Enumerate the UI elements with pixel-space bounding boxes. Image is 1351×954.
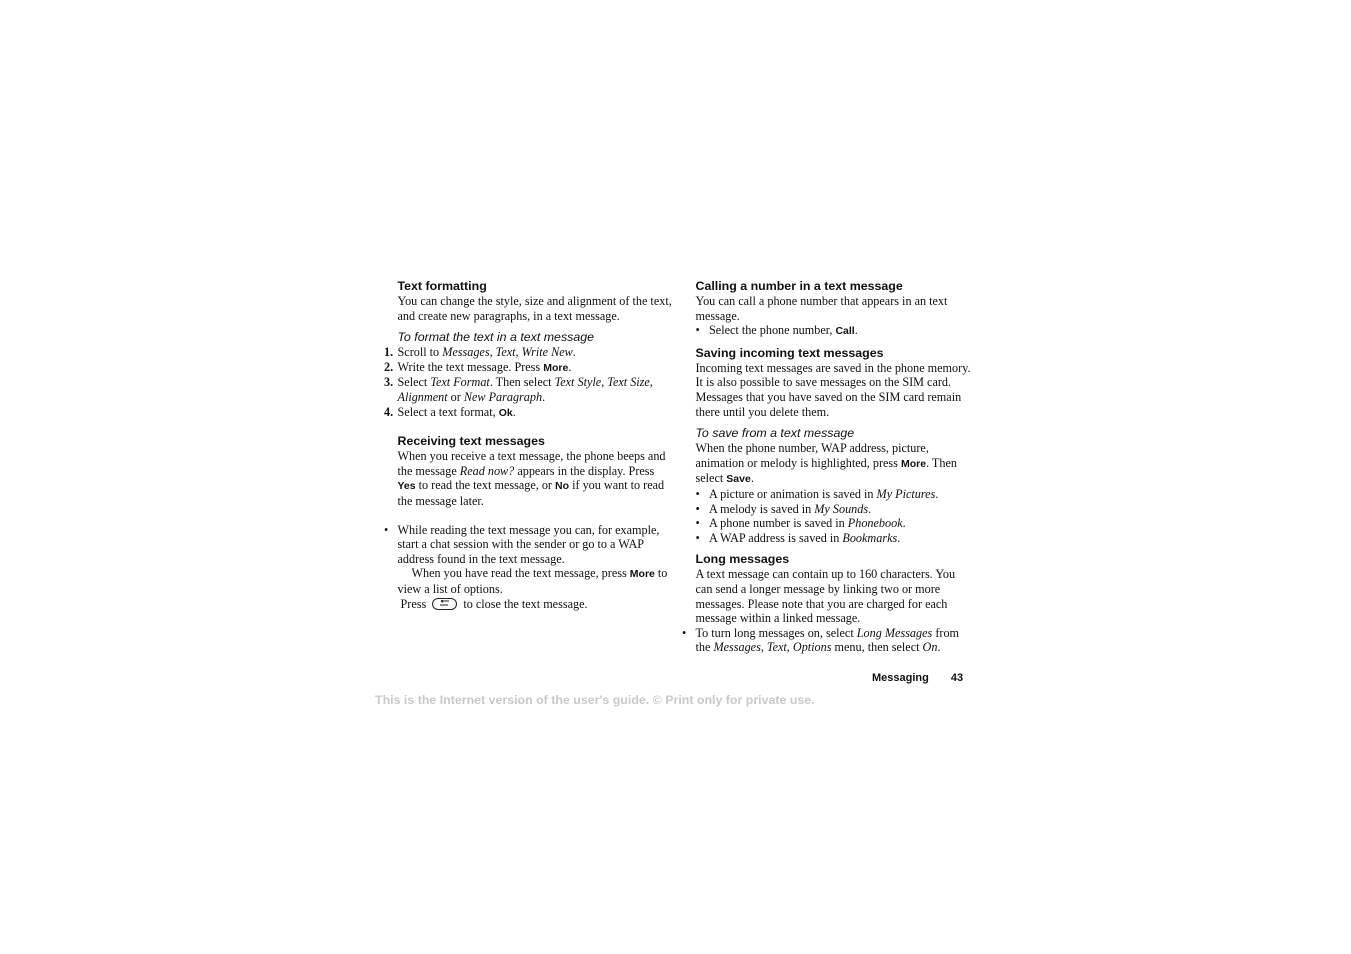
long-messages-body: A text message can contain up to 160 characters. You can send a longer message by linking two or more messages. Please note that you are charged for each message within a linked message.: [695, 567, 956, 626]
save-key-label: Save: [726, 473, 751, 486]
format-howto-title: To format the text in a text message: [397, 330, 595, 345]
saving-body: Incoming text messages are saved in the phone memory. It is also possible to save messages on the SIM card. Messages that you have saved on the SIM card remain there until you delete them.: [695, 360, 971, 419]
footer-section: Messaging: [872, 672, 929, 684]
receiving-body: When you receive a text message, the phone beeps and the message Read now? appears in the display. Press Yes to read the text message, or No if you want to read the message later.: [397, 449, 666, 508]
save-howto-body: When the phone number, WAP address, picture, animation or melody is highlighted, press More. Then select Save.: [695, 441, 957, 486]
private-use-notice: This is the Internet version of the user's guide. © Print only for private use.: [375, 693, 815, 707]
receiving-heading: Receiving text messages: [397, 434, 545, 449]
more-key-label: More: [629, 568, 655, 581]
more-key-label: More: [900, 457, 927, 470]
list-item: • A picture or animation is saved in My Pictures.: [695, 486, 939, 501]
page-footer: [872, 672, 963, 684]
list-item: 2. Write the text message. Press More.: [384, 359, 572, 374]
receiving-close-text: Press to close the text message.: [400, 596, 588, 611]
list-item: • To turn long messages on, select Long Messages from the Messages, Text, Options menu, then select On.: [682, 625, 960, 655]
left-column: [384, 279, 674, 611]
list-item: • A phone number is saved in Phonebook.: [695, 516, 906, 531]
list-item: • Select the phone number, Call.: [695, 323, 858, 338]
save-howto-title: To save from a text message: [695, 426, 855, 441]
calling-heading: Calling a number in a text message: [695, 279, 903, 293]
format-steps-list: [384, 345, 674, 420]
receiving-options-text: When you have read the text message, press More to view a list of options.: [397, 566, 668, 596]
saving-heading: Saving incoming text messages: [695, 345, 884, 360]
back-key-icon: [432, 598, 457, 610]
page-number: 43: [950, 672, 964, 684]
ok-key-label: Ok: [498, 406, 513, 419]
list-item: 4. Select a text format, Ok.: [384, 404, 516, 419]
more-key-label: More: [543, 361, 569, 374]
list-item: • A melody is saved in My Sounds.: [695, 501, 872, 516]
no-key-label: No: [555, 480, 570, 493]
list-item: 3. Select Text Format. Then select Text Style, Text Size, Alignment or New Paragraph.: [384, 375, 653, 404]
save-locations-list: [696, 487, 973, 545]
yes-key-label: Yes: [397, 480, 416, 493]
list-item: • While reading the text message you can, for example, start a chat session with the sender or go to a WAP address found in the text message.: [384, 522, 660, 566]
calling-body: You can call a phone number that appears in an text message.: [695, 294, 948, 323]
text-formatting-body: You can change the style, size and alignment of the text, and create new paragraphs, in a text message.: [397, 294, 672, 323]
call-key-label: Call: [835, 325, 855, 338]
list-item: 1. Scroll to Messages, Text, Write New.: [384, 345, 576, 360]
long-messages-heading: Long messages: [695, 552, 790, 567]
list-item: • A WAP address is saved in Bookmarks.: [695, 530, 901, 545]
right-column: [682, 279, 972, 655]
text-formatting-heading: Text formatting: [397, 279, 487, 293]
